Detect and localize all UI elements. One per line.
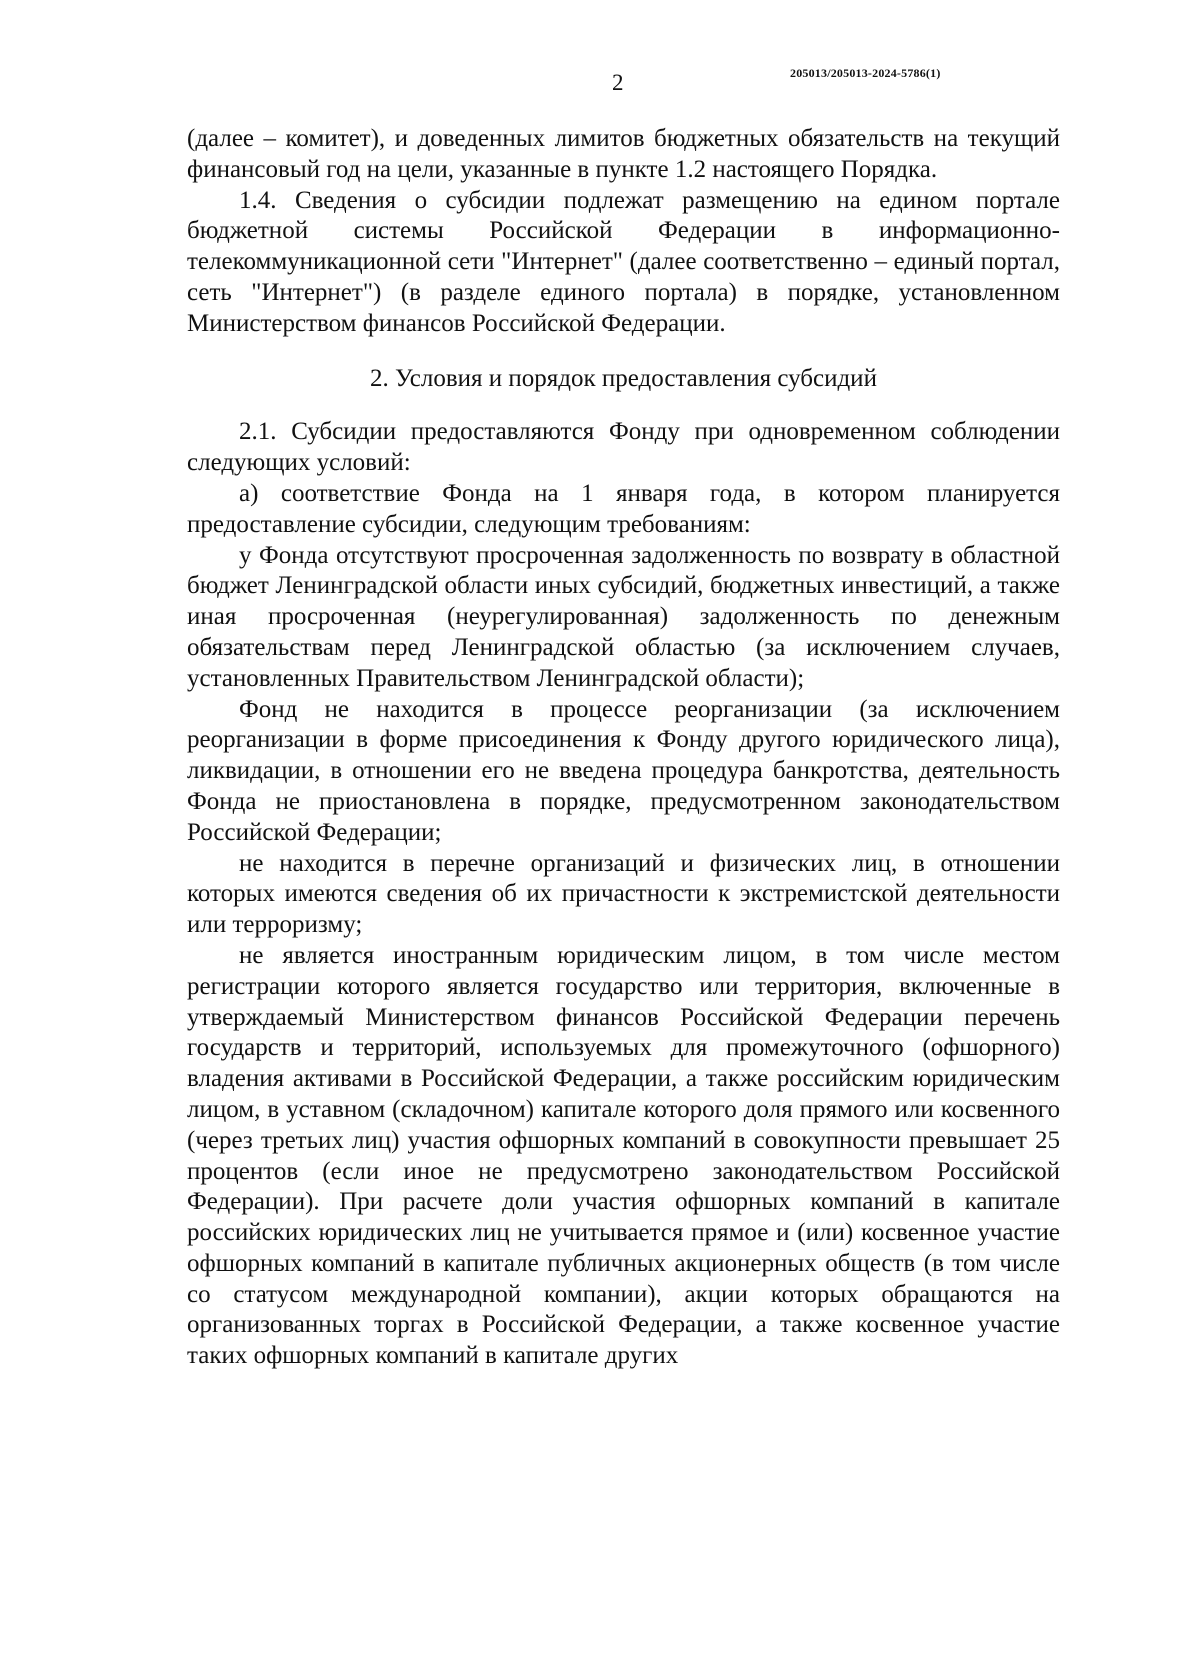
paragraph-1-4: 1.4. Сведения о субсидии подлежат размещению на едином портале бюджетной системы Российской Федерации в информационно-телекоммуникационной сети "Интернет" (далее соответственно – единый портал, сеть "Интернет") (в разделе единого портала) в порядке, установленном Министерством финансов Российской Федерации. [187, 186, 1060, 337]
paragraph-no-reorganization: Фонд не находится в процессе реорганизации (за исключением реорганизации в форме присоединения к Фонду другого юридического лица), ликвидации, в отношении его не введена процедура банкротства, деятельность Фонда не приостановлена в порядке, предусмотренном законодательством Российской Федерации; [187, 695, 1060, 846]
section-title: 2. Условия и порядок предоставления субсидий [370, 364, 877, 392]
document-id: 205013/205013-2024-5786(1) [790, 66, 941, 80]
paragraph-item-a: а) соответствие Фонда на 1 января года, в котором планируется предоставление субсидии, следующим требованиям: [187, 479, 1060, 538]
paragraph-not-foreign-entity: не является иностранным юридическим лицом, в том числе местом регистрации которого является государство или территория, включенные в утверждаемый Министерством финансов Российской Федерации перечень государств и территорий, используемых для промежуточного (офшорного) владения активами в Российской Федерации, а также российским юридическим лицом, в уставном (складочном) капитале которого доля прямого или косвенного (через третьих лиц) участия офшорных компаний в совокупности превышает 25 процентов (если иное не предусмотрено законодательством Российской Федерации). При расчете доли участия офшорных компаний в капитале российских юридических лиц не учитывается прямое и (или) косвенное участие офшорных компаний в капитале публичных акционерных обществ (в том числе со статусом международной компании), акции которых обращаются на организованных торгах в Российской Федерации, а также косвенное участие таких офшорных компаний в капитале других [187, 941, 1060, 1370]
paragraph-continuation: (далее – комитет), и доведенных лимитов бюджетных обязательств на текущий финансовый год на цели, указанные в пункте 1.2 настоящего Порядка. [187, 125, 1060, 183]
paragraph-no-debt: у Фонда отсутствуют просроченная задолженность по возврату в областной бюджет Ленинградской области иных субсидий, бюджетных инвестиций, а также иная просроченная (неурегулированная) задолженность по денежным обязательствам перед Ленинградской областью (за исключением случаев, установленных Правительством Ленинградской области); [187, 541, 1060, 692]
page-number: 2 [612, 70, 624, 95]
document-body [187, 124, 1060, 1372]
paragraph-not-in-extremist-list: не находится в перечне организаций и физических лиц, в отношении которых имеются сведения об их причастности к экстремистской деятельности или терроризму; [187, 849, 1060, 939]
paragraph-2-1: 2.1. Субсидии предоставляются Фонду при одновременном соблюдении следующих условий: [187, 418, 1060, 477]
